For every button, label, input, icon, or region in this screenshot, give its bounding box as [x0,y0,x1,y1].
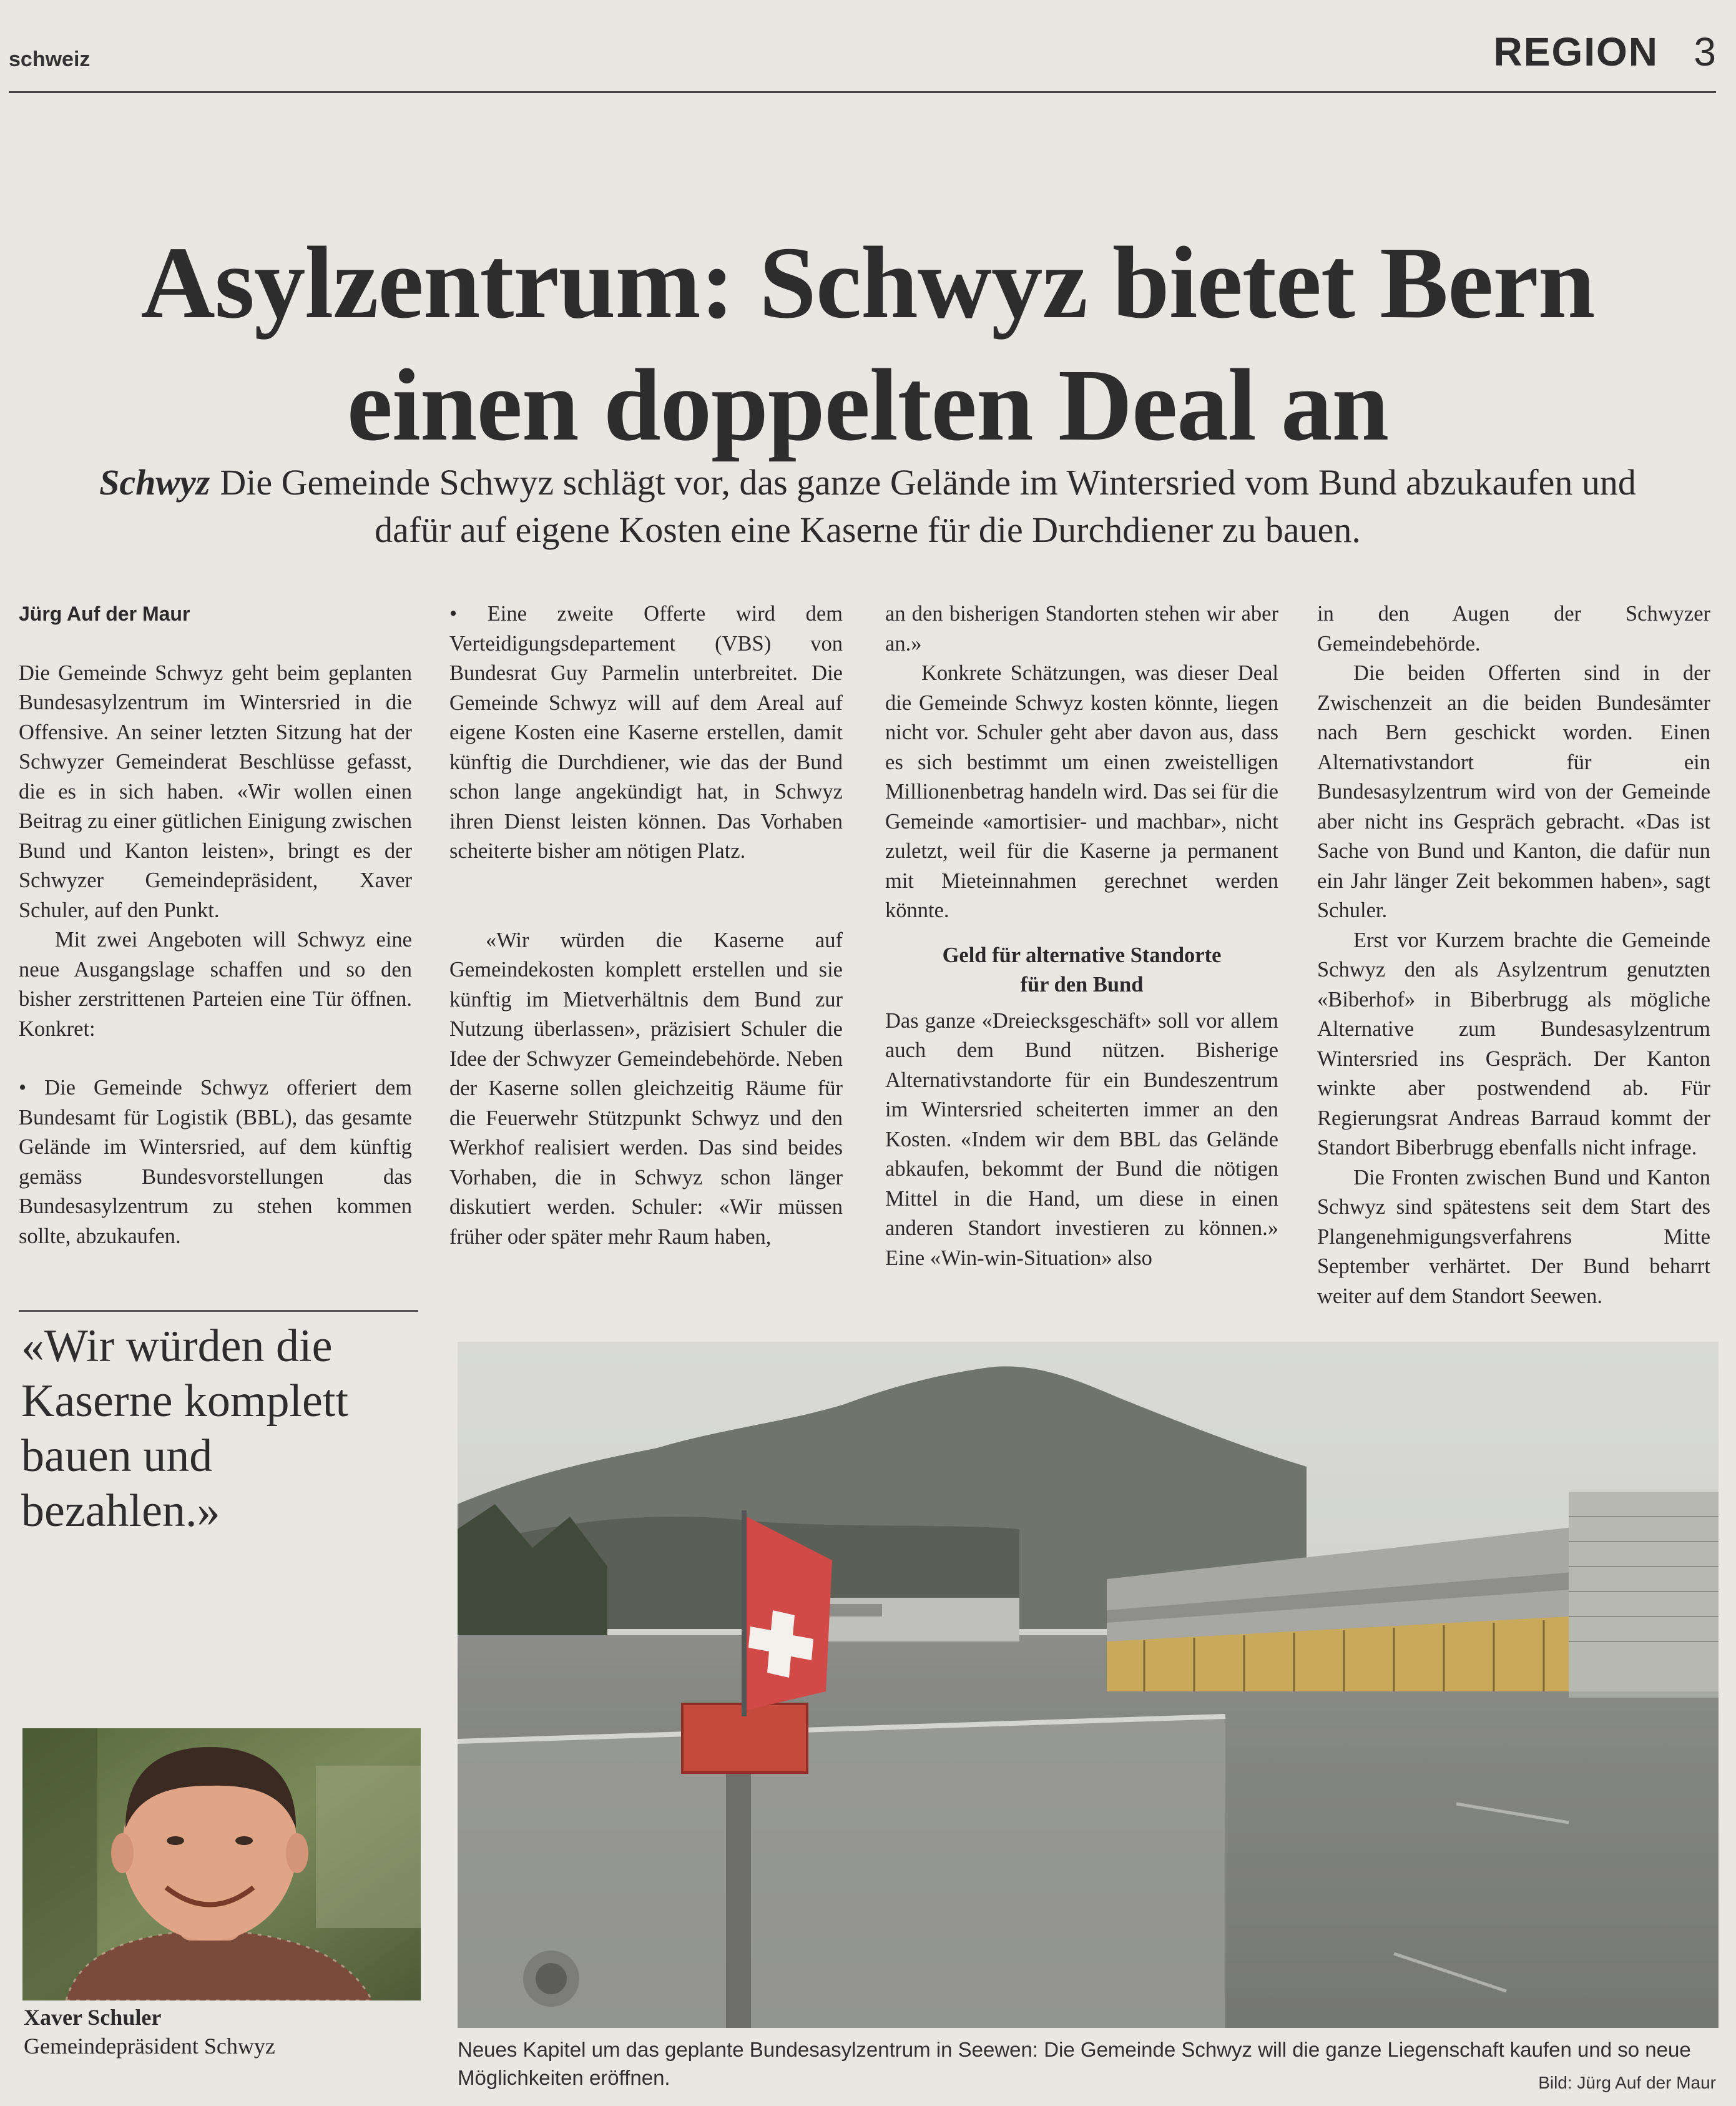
section-label: schweiz [9,47,91,71]
portrait-name: Xaver Schuler [24,2005,162,2030]
photo-caption: Neues Kapitel um das geplante Bundesasylzentrum in Seewen: Die Gemeinde Schwyz will die ganze Liegenschaft kaufen und so neue Möglichkeiten eröffnen. [458,2038,1691,2089]
paragraph: Das ganze «Dreiecksgeschäft» soll vor allem auch dem Bund nützen. Bisherige Alternativstandorte für ein Bundeszentrum im Wintersried scheiterten immer an den Kosten. «Indem wir dem BBL das Gelände abkaufen, bekommt der Bund die nötigen Mittel in die Hand, um diese in einen anderen Standort investieren zu können.» Eine «Win-win-Situation» also [885,1008,1278,1270]
article-column-3 [885,599,1278,1273]
pull-quote [21,1319,421,1538]
main-photo-image [458,1342,1719,2028]
pull-quote-line: Kaserne komplett [21,1375,348,1427]
pull-quote-line: «Wir würden die [21,1321,333,1372]
article-column-1 [19,599,412,1251]
paragraph: Konkrete Schätzungen, was dieser Deal die Gemeinde Schwyz kosten könnte, liegen nicht vor. Schuler geht aber davon aus, dass es sich bestimmt um einen zweistelligen Millionenbetrag handeln wird. Das sei für die Gemeinde «amortisier- und machbar», nicht zuletzt, weil für die Kaserne ja permanent mit Mieteinnahmen gerechnet werden könnte. [885,661,1278,922]
lead-line-2: dafür auf eigene Kosten eine Kaserne für die Durchdiener zu bauen. [375,509,1361,550]
subheading-line-1: Geld für alternative Standorte [942,943,1222,967]
portrait-image [22,1728,421,2000]
article-column-4 [1317,599,1710,1311]
paragraph: Die Gemeinde Schwyz geht beim geplanten Bundesasylzentrum im Wintersried in die Offensive. An seiner letzten Sitzung hat der Schwyzer Gemeinderat Beschlüsse gefasst, die es in sich haben. «Wir wollen einen Beitrag zu einer gütlichen Einigung zwischen Bund und Kanton leisten», bringt es der Schwyzer Gemeindepräsident, Xaver Schuler, auf den Punkt. [19,661,412,922]
paragraph: Erst vor Kurzem brachte die Gemeinde Schwyz den als Asylzentrum genutzten «Biberhof» in Biberbrugg als mögliche Alternative zum Bundesasylzentrum Wintersried ins Gespräch. Der Kanton winkte aber postwendend ab. Für Regierungsrat Andreas Barraud kommt der Standort Biberbrugg ebenfalls nicht infrage. [1317,928,1710,1159]
article-column-2 [449,599,843,1252]
section-title: REGION [1493,29,1659,74]
headline-line-1: Asylzentrum: Schwyz bietet Bern [140,225,1595,340]
portrait-photo [22,1728,421,2000]
paragraph: Die beiden Offerten sind in der Zwischenzeit an die beiden Bundesämter nach Bern geschickt worden. Einen Alternativstandort für ein Bundesasylzentrum wird von der Gemeinde aber nicht ins Gespräch gebracht. «Das ist Sache von Bund und Kanton, die dafür nun ein Jahr länger Zeit bekommen haben», sagt Schuler. [1317,661,1710,922]
subheading-line-2: für den Bund [1020,973,1144,996]
headline-line-2: einen doppelten Deal an [346,348,1389,462]
headline [25,222,1710,466]
lead [25,459,1710,554]
portrait-role: Gemeindepräsident Schwyz [24,2034,275,2059]
paragraph: Mit zwei Angeboten will Schwyz eine neue Ausgangslage schaffen und so den bisher zerstrittenen Parteien eine Tür öffnen. Konkret: [19,928,412,1041]
paragraph: an den bisherigen Standorten stehen wir aber an.» [885,602,1278,656]
paragraph: Die Fronten zwischen Bund und Kanton Schwyz sind spätestens seit dem Start des Plangenehmigungsverfahrens Mitte September verhärtet. Der Bund beharrt weiter auf dem Standort Seewen. [1317,1165,1710,1308]
pull-quote-rule [19,1310,418,1312]
paragraph: «Wir würden die Kaserne auf Gemeindekosten komplett erstellen und sie künftig im Mietverhältnis dem Bund zur Nutzung überlassen», präzisiert Schuler die Idee der Schwyzer Gemeindebehörde. Neben der Kaserne sollen gleichzeitig Räume für die Feuerwehr Stützpunkt Schwyz und den Werkhof realisiert werden. Das sind beides Vorhaben, die in Schwyz schon länger diskutiert werden. Schuler: «Wir müssen früher oder später mehr Raum haben, [449,928,843,1249]
pull-quote-line: bauen und [21,1430,213,1482]
header-rule [9,91,1716,93]
subheading [885,941,1278,1000]
lead-kicker: Schwyz [99,462,210,503]
bullet-paragraph: • Eine zweite Offerte wird dem Verteidigungsdepartement (VBS) von Bundesrat Guy Parmelin unterbreitet. Die Gemeinde Schwyz will auf dem Areal auf eigene Kosten eine Kaserne erstellen, damit künftig die Durchdiener, wie das der Bund schon lange angekündigt hat, in Schwyz ihren Dienst leisten können. Das Vorhaben scheiterte bisher am nötigen Platz. [449,602,843,863]
pull-quote-line: bezahlen.» [21,1485,220,1537]
author: Jürg Auf der Maur [19,603,190,625]
page-number: 3 [1694,29,1716,74]
paragraph: in den Augen der Schwyzer Gemeindebehörde. [1317,602,1710,656]
lead-line-1: Die Gemeinde Schwyz schlägt vor, das ganze Gelände im Wintersried vom Bund abzukaufen und [220,462,1636,503]
main-photo [458,1342,1719,2028]
bullet-paragraph: • Die Gemeinde Schwyz offeriert dem Bundesamt für Logistik (BBL), das gesamte Gelände im Wintersried, auf dem künftig gemäss Bundesvorstellungen das Bundesasylzentrum zu stehen kommen sollte, abzukaufen. [19,1076,412,1248]
photo-credit: Bild: Jürg Auf der Maur [1538,2073,1716,2092]
